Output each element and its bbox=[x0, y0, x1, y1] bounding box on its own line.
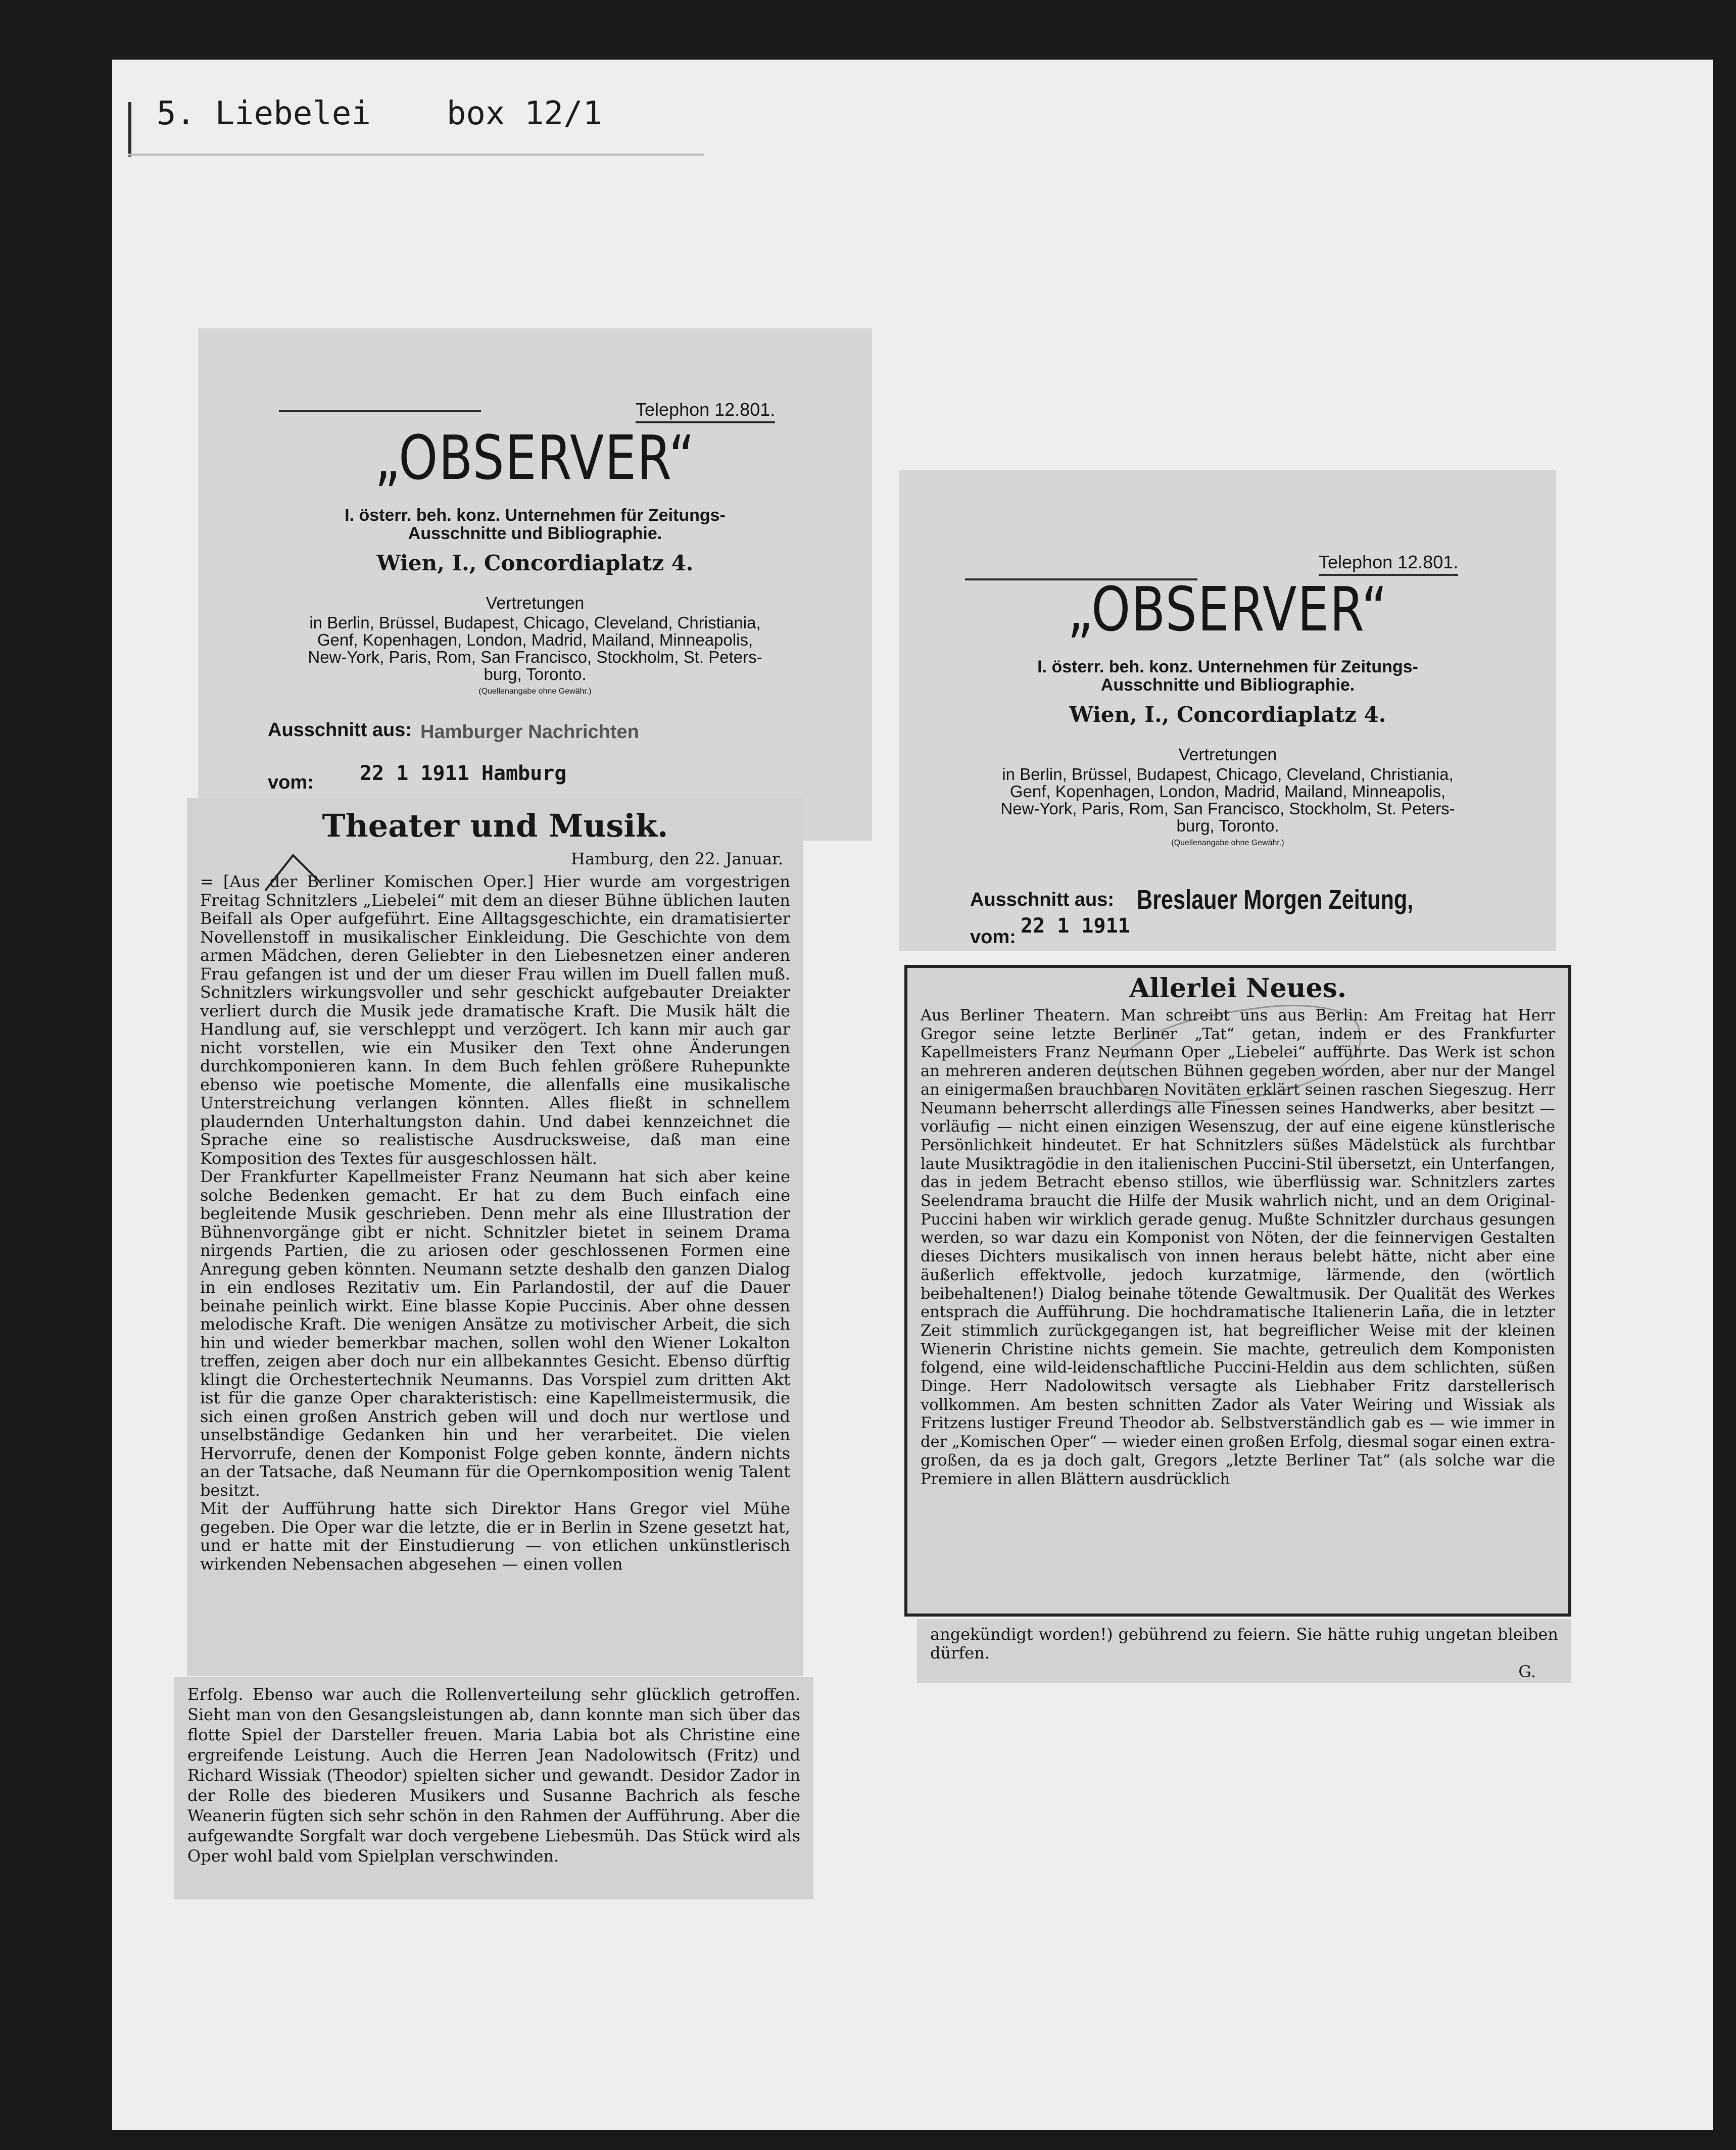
observer-brand: „OBSERVER“ bbox=[374, 423, 696, 494]
archive-item: 5. Liebelei bbox=[157, 95, 371, 132]
agencies-line: burg, Toronto. bbox=[1176, 816, 1279, 835]
article-hamburg-continuation bbox=[174, 1677, 813, 1899]
article-dateline: Hamburg, den 22. Januar. bbox=[571, 849, 783, 868]
agencies-heading: Vertretungen bbox=[1178, 745, 1277, 764]
agencies-line: Genf, Kopenhagen, London, Madrid, Mailand, Minneapolis, bbox=[1009, 782, 1446, 801]
article-body: Aus Berliner Theatern. Man schreibt uns aus Berlin: Am Freitag hat Herr Gregor seine letzte Berliner „Tat“ getan, indem er des Frankfurter Kapellmeisters Franz Neumann Oper „Liebelei“ aufführte. Das Werk ist schon an mehreren anderen deutschen Bühnen gegeben worden, aber nur der Mangel an einigermaßen brauchbaren Novitäten erklärt seinen raschen Siegeszug. Herr Neumann beherrscht allerdings alle Finessen seines Handwerks, aber besitzt — vorläufig — nicht einen einzigen Wesenszug, der auf eine eigene künstlerische Persönlichkeit hindeutet. Er hat Schnitzlers süßes Mädelstück als furchtbar laute Musiktragödie in den italienischen Puccini-Stil übersetzt, ein Unterfangen, das in jedem Betracht ebenso stillos, wie überflüssig war. Schnitzlers zartes Seelendrama braucht die Hilfe der Musik wahrlich nicht, und an dem Original-Puccini haben wir wirklich gerade genug. Mußte Schnitzler durchaus gesungen werden, so war dazu ein Komponist von Nöten, der die feinnervigen Gestalten dieses Dichters musikalisch von innen heraus belebt hätte, nicht aber eine äußerlich effektvolle, jedoch kurzatmige, lärmende, den (wörtlich beibehaltenen!) Dialog beinahe tötende Gewaltmusik. Der Qualität des Werkes entsprach die Aufführung. Die hochdramatische Italienerin Laña, die in letzter Zeit stimmlich zurückgegangen ist, hat begreiflicher Weise mit der kleinen Wienerin Christine nichts gemein. Sie machte, getreulich dem Komponisten folgend, eine wild-leidenschaftliche Puccini-Heldin aus dem schlichten, süßen Dinge. Herr Nadolowitsch versagte als Liebhaber Fritz darstellerisch vollkommen. Am besten schnitten Zador als Vater Weiring und Wissiak als Fritzens lustiger Freund Theodor ab. Selbstverständlich gab es — wie immer in der „Komischen Oper“ — wieder einen großen Erfolg, diesmal sogar einen extra-großen, da es ja doch galt, Gregors „letzte Berliner Tat“ (als solche war die Premiere in allen Blättern ausdrücklich bbox=[921, 1007, 1555, 1488]
agencies-line: in Berlin, Brüssel, Budapest, Chicago, Cleveland, Christiania, bbox=[1002, 765, 1454, 784]
archive-label bbox=[157, 95, 602, 132]
pen-mark bbox=[263, 853, 323, 893]
agencies-line: in Berlin, Brüssel, Budapest, Chicago, Cleveland, Christiania, bbox=[309, 613, 761, 632]
date-stamp: 22 1 1911 Hamburg bbox=[360, 762, 567, 785]
agencies-heading: Vertretungen bbox=[486, 594, 585, 613]
ausschnitt-label: Ausschnitt aus: bbox=[970, 889, 1115, 910]
article-body: = [Aus der Berliner Komischen Oper.] Hier wurde am vorgestrigen Freitag Schnitzlers „Liebelei“ mit dem an dieser Bühne üblichen lauten Beifall als Oper aufgeführt. Eine Alltagsgeschichte, ein dramatisierter Novellenstoff in musikalischer Einkleidung. Die Geschichte von dem armen Mädchen, deren Geliebter in den Liebesnetzen einer anderen Frau gefangen ist und der um dieser Frau willen im Duell fallen muß. Schnitzlers wirkungsvoller und sehr geschickt aufgebauter Dreiakter verliert durch die Musik jede dramatische Kraft. Die Musik hält die Handlung auf, sie verschleppt und verzögert. Ich kann mir auch gar nicht vorstellen, wie ein Musiker den Text ohne Änderungen durchkomponieren kann. In dem Buch fehlen größere Ruhepunkte ebenso wie poetische Momente, die allenfalls eine musikalische Unterstreichung verlangen könnten. Alles fließt in schnellem plaudernden Unterhaltungston dahin. Und dabei kennzeichnet die Sprache eine so realistische Ausdrucksweise, daß man eine Komposition des Textes für ausgeschlossen hält. Der Frankfurter Kapellmeister Franz Neumann hat sich aber keine solche Bedenken gemacht. Er hat zu dem Buch einfach eine begleitende Musik geschrieben. Denn mehr als eine Illustration der Bühnenvorgänge gibt er nicht. Schnitzler bietet in seinem Drama nirgends Partien, die zu ariosen oder geschlossenen Formen eine Anregung geben könnten. Neumann setzte deshalb den ganzen Dialog in ein endloses Rezitativ um. Ein Parlandostil, der auf die Dauer beinahe peinlich wirkt. Eine blasse Kopie Puccinis. Aber ohne dessen melodische Kraft. Die wenigen Ansätze zu motivischer Arbeit, die sich hin und wieder bemerkbar machen, sollen wohl den Wiener Lokalton treffen, zeigen aber doch nur ein allbekanntes Gesicht. Ebenso dürftig klingt die Orchestertechnik Neumanns. Das Vorspiel zum dritten Akt ist für die ganze Oper charakteristisch: eine Kapellmeistermusik, die sich einen großen Anstrich geben will und doch nur wertlose und unselbständige Gedanken hin und her verarbeitet. Die vielen Hervorrufe, denen der Komponist Folge geben konnte, ändern nichts an der Tatsache, daß Neumann für die Opernkomposition wenig Talent besitzt. Mit der Aufführung hatte sich Direktor Hans Gregor viel Mühe gegeben. Die Oper war die letzte, die er in Berlin in Szene gesetzt hat, und er hatte mit der Einstudierung — von etlichen unkünstlerisch wirkenden Nebensachen abgesehen — einen vollen bbox=[200, 872, 790, 1574]
archive-box: box 12/1 bbox=[446, 95, 603, 132]
tagline-2: Ausschnitte und Bibliographie. bbox=[408, 524, 662, 543]
disclaimer: (Quellenangabe ohne Gewähr.) bbox=[478, 687, 592, 696]
article-body-continuation: Erfolg. Ebenso war auch die Rollenverteilung sehr glücklich getroffen. Sieht man von den Gesangsleistungen ab, dann konnte man sich über das flotte Spiel der Darsteller freuen. Maria Labia bot als Christine eine ergreifende Leistung. Auch die Herren Jean Nadolowitsch (Fritz) und Richard Wissiak (Theodor) spielten sicher und gewandt. Desidor Zador in der Rolle des biederen Musikers und Susanne Bachrich als fesche Weanerin fügten sich sehr schön in den Rahmen der Aufführung. Aber die aufgewandte Sorgfalt war doch vergebene Liebesmüh. Das Stück wird als Oper wohl bald vom Spielplan verschwinden. bbox=[187, 1685, 800, 1866]
agencies-line: Genf, Kopenhagen, London, Madrid, Mailand, Minneapolis, bbox=[317, 630, 753, 649]
source-stamp: Breslauer Morgen Zeitung, bbox=[1137, 885, 1414, 915]
article-breslau-continuation bbox=[917, 1619, 1571, 1683]
agencies-line: New-York, Paris, Rom, San Francisco, Stockholm, St. Peters- bbox=[308, 648, 762, 666]
agencies-line: burg, Toronto. bbox=[484, 665, 587, 683]
tagline-2: Ausschnitte und Bibliographie. bbox=[1100, 675, 1355, 695]
vom-label: vom: bbox=[268, 772, 314, 793]
vom-label: vom: bbox=[970, 926, 1016, 948]
label-underline bbox=[128, 154, 704, 156]
article-signature: G. bbox=[1518, 1662, 1536, 1681]
observer-address: Wien, I., Concordiaplatz 4. bbox=[1069, 702, 1386, 727]
observer-card-breslau bbox=[899, 470, 1556, 951]
date-stamp: 22 1 1911 bbox=[1021, 914, 1130, 938]
article-body-continuation: angekündigt worden!) gebührend zu feiern. Sie hätte ruhig ungetan bleiben dürfen. bbox=[930, 1625, 1558, 1663]
observer-brand: „OBSERVER“ bbox=[1067, 575, 1388, 645]
tagline-1: I. österr. beh. konz. Unternehmen für Zeitungs- bbox=[1037, 657, 1418, 676]
observer-address: Wien, I., Concordiaplatz 4. bbox=[376, 551, 694, 575]
source-stamp: Hamburger Nachrichten bbox=[420, 721, 639, 743]
observer-card-hamburg bbox=[198, 328, 872, 841]
telephone-number: Telephon 12.801. bbox=[1319, 552, 1458, 576]
label-corner-rule bbox=[128, 102, 131, 157]
article-heading: Allerlei Neues. bbox=[1129, 973, 1346, 1004]
telephone-number: Telephon 12.801. bbox=[636, 399, 775, 423]
disclaimer: (Quellenangabe ohne Gewähr.) bbox=[1171, 839, 1284, 847]
article-hamburg bbox=[187, 798, 803, 1676]
card-rule bbox=[279, 410, 481, 412]
tagline-1: I. österr. beh. konz. Unternehmen für Zeitungs- bbox=[345, 506, 726, 525]
ausschnitt-label: Ausschnitt aus: bbox=[268, 719, 412, 741]
agencies-line: New-York, Paris, Rom, San Francisco, Stockholm, St. Peters- bbox=[1000, 799, 1455, 818]
article-heading: Theater und Musik. bbox=[322, 807, 668, 844]
